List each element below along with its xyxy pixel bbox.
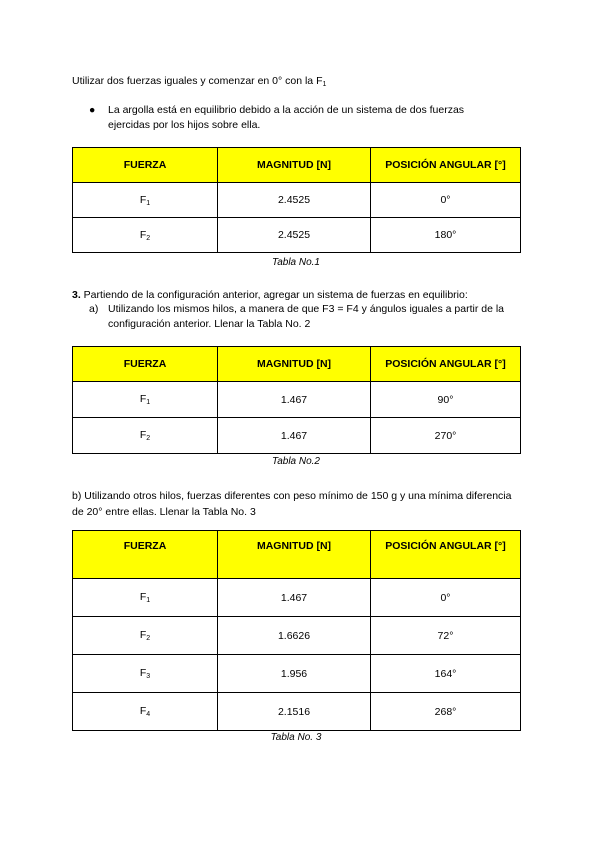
cell-magnitud: 1.467 [218, 418, 371, 454]
section-3-number: 3. [72, 289, 81, 301]
header-magnitud: MAGNITUD [N] [218, 531, 371, 579]
cell-fuerza: $F_3$ [73, 655, 218, 693]
cell-angulo: 180° [371, 218, 521, 253]
bullet-text: La argolla está en equilibrio debido a la acción de un sistema de dos fuerzas ejercidas por los hijos sobre ella. [108, 104, 465, 131]
table-header-row [73, 347, 521, 382]
table-header-row [73, 148, 521, 183]
header-magnitud: MAGNITUD [N] [218, 347, 371, 382]
cell-fuerza: $F_1$ [73, 183, 218, 218]
cell-magnitud: 1.467 [218, 382, 371, 418]
cell-fuerza: $F_2$ [73, 617, 218, 655]
header-fuerza: FUERZA [73, 347, 218, 382]
cell-angulo: 0° [371, 183, 521, 218]
cell-fuerza: $F_2$ [73, 418, 218, 454]
table-2 [72, 346, 521, 454]
header-posicion: POSICIÓN ANGULAR [°] [371, 148, 521, 183]
table-1-caption: Tabla No.1 [272, 257, 320, 268]
table-3 [72, 530, 521, 731]
cell-magnitud: 2.4525 [218, 183, 371, 218]
cell-fuerza: $F_2$ [73, 218, 218, 253]
table-row [73, 382, 521, 418]
intro-subscript: 1 [322, 81, 327, 88]
table-row [73, 183, 521, 218]
cell-angulo: 268° [371, 693, 521, 731]
table-row [73, 579, 521, 617]
intro-text: Utilizar dos fuerzas iguales y comenzar en 0° con la F [72, 75, 323, 87]
section-3-text: Partiendo de la configuración anterior, agregar un sistema de fuerzas en equilibrio: [80, 289, 468, 301]
section-3-line [72, 288, 468, 302]
cell-fuerza: $F_1$ [73, 382, 218, 418]
table-row [73, 218, 521, 253]
cell-fuerza: $F_1$ [73, 579, 218, 617]
cell-magnitud: 1.6626 [218, 617, 371, 655]
cell-angulo: 0° [371, 579, 521, 617]
cell-angulo: 90° [371, 382, 521, 418]
cell-magnitud: 1.467 [218, 579, 371, 617]
section-b-text: b) Utilizando otros hilos, fuerzas diferentes con peso mínimo de 150 g y una mínima diferencia de 20° entre ellas. Llenar la Tabla No. 3 [72, 490, 512, 518]
section-3a-label: a) [89, 303, 99, 315]
cell-angulo: 164° [371, 655, 521, 693]
cell-fuerza: $F_4$ [73, 693, 218, 731]
table-3-caption: Tabla No. 3 [270, 732, 322, 743]
table-row [73, 655, 521, 693]
header-posicion: POSICIÓN ANGULAR [°] [371, 531, 521, 579]
cell-magnitud: 2.1516 [218, 693, 371, 731]
table-row [73, 617, 521, 655]
header-fuerza: FUERZA [73, 148, 218, 183]
table-header-row [73, 531, 521, 579]
table-row [73, 693, 521, 731]
bullet-dot-icon: ● [89, 104, 96, 116]
header-fuerza: FUERZA [73, 531, 218, 579]
header-posicion: POSICIÓN ANGULAR [°] [371, 347, 521, 382]
header-magnitud: MAGNITUD [N] [218, 148, 371, 183]
table-1 [72, 147, 521, 253]
cell-angulo: 72° [371, 617, 521, 655]
intro-line [72, 74, 326, 92]
cell-magnitud: 1.956 [218, 655, 371, 693]
section-3a-text: Utilizando los mismos hilos, a manera de que F3 = F4 y ángulos iguales a partir de la configuración anterior. Llenar la Tabla No. 2 [108, 303, 504, 330]
table-2-caption: Tabla No.2 [272, 456, 320, 467]
cell-magnitud: 2.4525 [218, 218, 371, 253]
table-row [73, 418, 521, 454]
cell-angulo: 270° [371, 418, 521, 454]
